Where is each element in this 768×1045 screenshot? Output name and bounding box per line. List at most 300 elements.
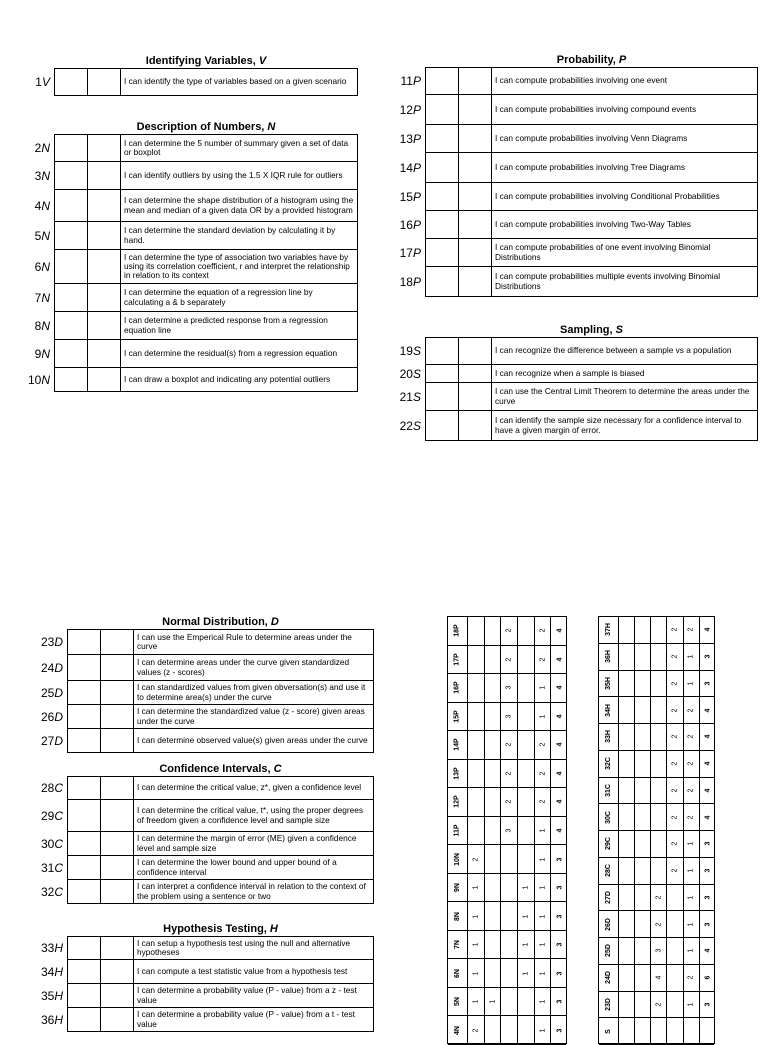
score-column-label: [448, 902, 468, 930]
score-cell: [518, 874, 535, 902]
score-column-label: [448, 959, 468, 987]
score-box-2[interactable]: [101, 777, 134, 799]
objective-letter: N: [41, 141, 50, 155]
score-column-label-text: 36H: [605, 650, 612, 664]
objective-letter: P: [412, 132, 421, 146]
score-column-label: [599, 911, 619, 937]
objective-text-value: I can draw a boxplot and indicating any potential outliers: [124, 373, 331, 384]
score-value: 2: [687, 788, 695, 793]
score-box-1[interactable]: [426, 338, 459, 364]
objective-letter: P: [412, 275, 421, 289]
score-cell: [668, 724, 684, 750]
objective-text-value: I can setup a hypothesis test using the null and alternative hypotheses: [137, 937, 351, 957]
score-value: 2: [671, 708, 679, 713]
score-value: 1: [472, 885, 480, 890]
objective-text: [492, 365, 757, 382]
objective-cells: [67, 776, 374, 800]
score-cell: [501, 1016, 518, 1044]
score-box-1[interactable]: [68, 777, 101, 799]
objective-cells: [425, 211, 758, 239]
score-column-label-text: 34H: [605, 703, 612, 717]
objective-row: [40, 856, 374, 880]
score-box-2[interactable]: [459, 183, 492, 210]
objective-row: [399, 95, 758, 125]
score-value: 2: [505, 771, 513, 776]
objective-letter: C: [54, 837, 63, 851]
objective-number: 11: [400, 74, 413, 88]
score-box-1[interactable]: [55, 162, 88, 189]
score-box-2[interactable]: [101, 681, 134, 704]
score-value: 1: [538, 685, 546, 690]
score-cell: [535, 817, 552, 845]
score-value: 6: [704, 975, 712, 980]
score-column-label: [599, 938, 619, 964]
score-box-2[interactable]: [88, 222, 121, 249]
score-cell: [518, 1016, 535, 1044]
score-cell: [619, 804, 635, 830]
score-value: 3: [556, 942, 564, 947]
objective-text: [134, 1008, 373, 1031]
score-cell: [651, 992, 667, 1018]
score-cell: [668, 697, 684, 723]
objective-row: [34, 162, 358, 190]
objective-text: [134, 777, 373, 799]
score-box-2[interactable]: [101, 832, 134, 855]
score-cell: [551, 674, 568, 702]
score-box-1[interactable]: [68, 937, 101, 959]
score-value: 1: [538, 828, 546, 833]
score-cell: [468, 902, 485, 930]
objective-code: [391, 125, 421, 153]
objective-cells: [54, 340, 358, 368]
score-cell: [518, 646, 535, 674]
score-column-label: [599, 724, 619, 750]
objective-number: 21: [399, 390, 413, 404]
score-cell: [619, 644, 635, 670]
score-cell: [651, 911, 667, 937]
objective-code: [33, 880, 63, 904]
score-value: 2: [538, 800, 546, 804]
objective-number: 30: [40, 837, 55, 851]
score-box-1[interactable]: [426, 125, 459, 152]
objective-row: [40, 776, 374, 800]
score-column-label: [448, 817, 468, 845]
objective-text: [134, 856, 373, 879]
score-cell: [635, 992, 651, 1018]
score-cell: [651, 885, 667, 911]
score-value: 3: [655, 948, 663, 953]
score-value: 3: [505, 714, 513, 719]
score-box-1[interactable]: [55, 135, 88, 161]
score-cell: [468, 959, 485, 987]
objective-cells: [54, 368, 358, 392]
score-box-1[interactable]: [68, 705, 101, 728]
score-cell: [535, 760, 552, 788]
score-cell: [551, 760, 568, 788]
objective-cells: [425, 267, 758, 297]
objective-number: 28: [40, 781, 55, 795]
objective-number: 7: [34, 291, 42, 305]
objective-number: 10: [27, 373, 42, 387]
score-cell: [684, 697, 700, 723]
objective-number: 25: [40, 686, 55, 700]
score-cell: [535, 703, 552, 731]
score-box-2[interactable]: [101, 630, 134, 654]
objective-code: [20, 190, 50, 222]
score-value: 3: [556, 885, 564, 890]
score-column: [448, 646, 566, 675]
objective-text-value: I can identify the sample size necessary for a confidence interval to have a given margin of error.: [495, 415, 742, 435]
score-cell: [518, 760, 535, 788]
score-box-2[interactable]: [101, 984, 134, 1007]
section-letter: N: [267, 121, 276, 133]
score-cell: [684, 751, 700, 777]
score-box-1[interactable]: [68, 630, 101, 654]
score-box-1[interactable]: [55, 312, 88, 339]
score-box-2[interactable]: [101, 937, 134, 959]
score-cell: [619, 1018, 635, 1044]
section-v: [35, 54, 358, 96]
score-column-label-text: 12P: [454, 795, 461, 809]
objective-letter: S: [412, 367, 421, 381]
objective-letter: S: [412, 419, 421, 433]
objective-cells: [54, 162, 358, 190]
score-cell: [518, 731, 535, 759]
objective-number: 9: [34, 347, 42, 361]
score-cell: [668, 671, 684, 697]
score-box-1[interactable]: [55, 69, 88, 95]
score-column-label-text: 9N: [453, 883, 461, 893]
objective-letter: S: [412, 390, 421, 404]
score-box-1[interactable]: [426, 183, 459, 210]
score-value: 2: [505, 742, 513, 747]
score-value: 3: [704, 654, 712, 659]
objective-letter: H: [54, 1013, 63, 1027]
score-cell: [551, 874, 568, 902]
objective-text-value: I can recognize when a sample is biased: [495, 367, 645, 378]
score-cell: [668, 992, 684, 1018]
objective-letter: N: [41, 260, 50, 274]
score-value: 1: [522, 914, 530, 919]
score-column: [448, 1016, 566, 1045]
score-box-1[interactable]: [55, 284, 88, 311]
objective-text-value: I can determine the type of association two variables have by using its correlation coefficient, r and interpret the relationship in relation to its context: [124, 251, 350, 281]
score-box-1[interactable]: [68, 984, 101, 1007]
objective-text-value: I can determine the critical value, t*, using the proper degrees of freedom given a confidence level and sample size: [137, 805, 363, 825]
score-cell: [684, 885, 700, 911]
score-column-label-text: 10N: [454, 852, 461, 866]
score-box-2[interactable]: [101, 960, 134, 983]
score-column-label-text: 35H: [605, 676, 612, 690]
score-cell: [501, 874, 518, 902]
section-c: [40, 762, 374, 904]
score-cell: [700, 965, 716, 991]
score-cell: [635, 911, 651, 937]
objective-text: [134, 729, 373, 752]
score-cell: [518, 845, 535, 873]
score-column-label-text: 6N: [453, 968, 461, 978]
objective-number: 20: [399, 367, 413, 381]
objective-text-value: I can identify the type of variables based on a given scenario: [124, 76, 347, 87]
score-box-1[interactable]: [68, 960, 101, 983]
objective-number: 22: [399, 419, 413, 433]
score-value: 3: [704, 895, 712, 900]
objective-code: [33, 1008, 63, 1032]
score-box-2[interactable]: [88, 368, 121, 391]
score-cell: [684, 992, 700, 1018]
score-box-2[interactable]: [459, 338, 492, 364]
score-box-1[interactable]: [68, 655, 101, 680]
score-cell: [700, 778, 716, 804]
section-n: [27, 120, 358, 392]
score-box-2[interactable]: [88, 284, 121, 311]
score-box-2[interactable]: [459, 239, 492, 266]
score-box-2[interactable]: [101, 800, 134, 831]
score-value: 2: [505, 628, 513, 633]
score-value: 2: [671, 868, 679, 873]
objective-code: [33, 936, 63, 960]
score-column-label-text: 11P: [453, 824, 461, 837]
objective-text-value: I can determine the equation of a regression line by calculating a & b separately: [124, 287, 313, 307]
objective-code: [391, 383, 421, 411]
score-box-2[interactable]: [459, 95, 492, 124]
objective-text-value: I can identify outliers by using the 1.5 X IQR rule for outliers: [124, 169, 343, 180]
objective-code: [33, 856, 63, 880]
objective-letter: N: [41, 373, 50, 387]
score-column-label-text: 26D: [605, 917, 612, 931]
score-cell: [635, 938, 651, 964]
score-cell: [518, 902, 535, 930]
objective-text: [121, 69, 357, 95]
score-box-2[interactable]: [101, 655, 134, 680]
score-box-2[interactable]: [459, 211, 492, 238]
score-cell: [668, 858, 684, 884]
score-cell: [468, 817, 485, 845]
objective-letter: P: [412, 161, 421, 175]
score-column: [448, 703, 566, 732]
objective-cells: [425, 67, 758, 95]
score-column-label: [448, 845, 468, 873]
score-value: 1: [687, 922, 695, 927]
score-box-1[interactable]: [426, 239, 459, 266]
section-title-text: Normal Distribution,: [162, 616, 271, 628]
objective-row: [35, 68, 358, 96]
objective-letter: N: [41, 347, 50, 361]
score-box-1[interactable]: [55, 368, 88, 391]
score-box-2[interactable]: [459, 383, 492, 410]
score-cell: [651, 831, 667, 857]
objective-row: [40, 936, 374, 960]
score-cell: [668, 751, 684, 777]
score-column: [448, 988, 566, 1017]
score-box-2[interactable]: [459, 153, 492, 182]
score-value: 2: [538, 771, 546, 776]
score-column: [599, 778, 714, 805]
score-box-1[interactable]: [426, 211, 459, 238]
score-cell: [485, 703, 502, 731]
score-cell: [700, 804, 716, 830]
objective-row: [34, 340, 358, 368]
score-box-2[interactable]: [88, 312, 121, 339]
objective-row: [34, 222, 358, 250]
score-cell: [518, 817, 535, 845]
objective-row: [399, 411, 758, 441]
score-cell: [551, 1016, 568, 1044]
score-value: 2: [687, 627, 695, 632]
score-box-2[interactable]: [101, 705, 134, 728]
objective-code: [391, 267, 421, 297]
score-column-label-text: 30C: [605, 810, 612, 824]
objective-text: [121, 135, 357, 161]
score-cell: [635, 724, 651, 750]
score-box-2[interactable]: [459, 68, 492, 94]
objective-letter: N: [41, 319, 50, 333]
score-box-1[interactable]: [55, 250, 88, 283]
score-cell: [535, 988, 552, 1016]
score-cell: [635, 965, 651, 991]
score-box-1[interactable]: [68, 729, 101, 752]
objective-text-value: I can compute probabilities involving compound events: [495, 103, 697, 114]
score-box-1[interactable]: [426, 411, 459, 440]
score-value: 2: [505, 800, 513, 804]
score-box-1[interactable]: [426, 153, 459, 182]
score-column-label-text: 33H: [605, 730, 612, 744]
score-box-1[interactable]: [426, 383, 459, 410]
score-box-2[interactable]: [88, 190, 121, 221]
score-box-1[interactable]: [68, 1008, 101, 1031]
score-value: 1: [538, 999, 546, 1004]
objective-text: [492, 153, 757, 182]
objective-number: 19: [399, 344, 413, 358]
score-value: 2: [687, 708, 695, 713]
score-value: 1: [538, 914, 546, 919]
section-title-text: Identifying Variables,: [145, 55, 259, 67]
score-cell: [501, 617, 518, 645]
score-cell: [651, 804, 667, 830]
objective-letter: D: [54, 686, 63, 700]
score-cell: [700, 751, 716, 777]
score-cell: [501, 731, 518, 759]
score-box-2[interactable]: [101, 880, 134, 903]
objective-text: [134, 832, 373, 855]
objective-cells: [67, 729, 374, 753]
section-letter: S: [615, 324, 623, 336]
score-box-2[interactable]: [459, 267, 492, 296]
score-column-label: [599, 992, 619, 1018]
score-cell: [668, 778, 684, 804]
score-box-1[interactable]: [55, 222, 88, 249]
score-box-2[interactable]: [88, 340, 121, 367]
score-box-1[interactable]: [68, 800, 101, 831]
score-box-2[interactable]: [101, 856, 134, 879]
score-box-2[interactable]: [101, 729, 134, 752]
objective-code: [20, 250, 50, 284]
score-value: 2: [671, 734, 679, 739]
score-box-2[interactable]: [88, 162, 121, 189]
score-box-2[interactable]: [101, 1008, 134, 1031]
score-box-1[interactable]: [426, 267, 459, 296]
score-cell: [635, 644, 651, 670]
score-cell: [468, 617, 485, 645]
score-box-1[interactable]: [68, 880, 101, 903]
objective-row: [399, 383, 758, 411]
score-column: [599, 671, 714, 698]
score-box-1[interactable]: [426, 68, 459, 94]
score-cell: [518, 959, 535, 987]
score-box-1[interactable]: [68, 832, 101, 855]
section-title-text: Sampling,: [560, 324, 616, 336]
objective-row: [400, 67, 758, 95]
score-cell: [501, 959, 518, 987]
objective-text: [134, 705, 373, 728]
objective-number: 35: [40, 989, 55, 1003]
score-cell: [535, 617, 552, 645]
score-cell: [619, 617, 635, 643]
objective-number: 17: [399, 246, 413, 260]
score-column-label-text: 29C: [605, 837, 612, 851]
score-box-1[interactable]: [426, 365, 459, 382]
objective-text-value: I can compute probabilities involving Venn Diagrams: [495, 132, 688, 143]
score-box-1[interactable]: [55, 340, 88, 367]
objective-number: 29: [40, 809, 55, 823]
objective-text: [134, 655, 373, 680]
objective-letter: C: [54, 809, 63, 823]
objective-text-value: I can use the Emperical Rule to determine areas under the curve: [137, 631, 352, 651]
objective-code: [33, 729, 63, 753]
score-cell: [619, 965, 635, 991]
section-title: [425, 53, 758, 67]
score-cell: [551, 931, 568, 959]
section-p: [399, 53, 758, 297]
score-cell: [518, 703, 535, 731]
score-column: [448, 817, 566, 846]
score-cell: [684, 1018, 700, 1044]
objective-code: [33, 655, 63, 681]
objective-cells: [67, 681, 374, 705]
score-column-label: [599, 644, 619, 670]
score-box-2[interactable]: [459, 411, 492, 440]
score-value: 4: [556, 685, 564, 690]
score-box-2[interactable]: [459, 125, 492, 152]
objective-code: [391, 337, 421, 365]
objective-cells: [67, 832, 374, 856]
objective-code: [33, 681, 63, 705]
score-value: 4: [556, 771, 564, 776]
score-cell: [485, 902, 502, 930]
score-value: 4: [556, 657, 564, 662]
score-column-label: [599, 804, 619, 830]
score-box-2[interactable]: [88, 250, 121, 283]
objective-row: [40, 705, 374, 729]
score-value: 4: [556, 828, 564, 833]
score-box-1[interactable]: [68, 856, 101, 879]
score-cell: [518, 988, 535, 1016]
score-box-1[interactable]: [55, 190, 88, 221]
objective-code: [20, 340, 50, 368]
score-value: 3: [556, 999, 564, 1004]
objective-letter: C: [54, 885, 63, 899]
section-letter: C: [273, 763, 282, 775]
score-box-2[interactable]: [459, 365, 492, 382]
score-box-1[interactable]: [426, 95, 459, 124]
score-box-1[interactable]: [68, 681, 101, 704]
score-cell: [518, 674, 535, 702]
section-letter: V: [258, 55, 267, 67]
score-cell: [468, 1016, 485, 1044]
score-box-2[interactable]: [88, 69, 121, 95]
score-value: 2: [655, 895, 663, 900]
score-box-2[interactable]: [88, 135, 121, 161]
